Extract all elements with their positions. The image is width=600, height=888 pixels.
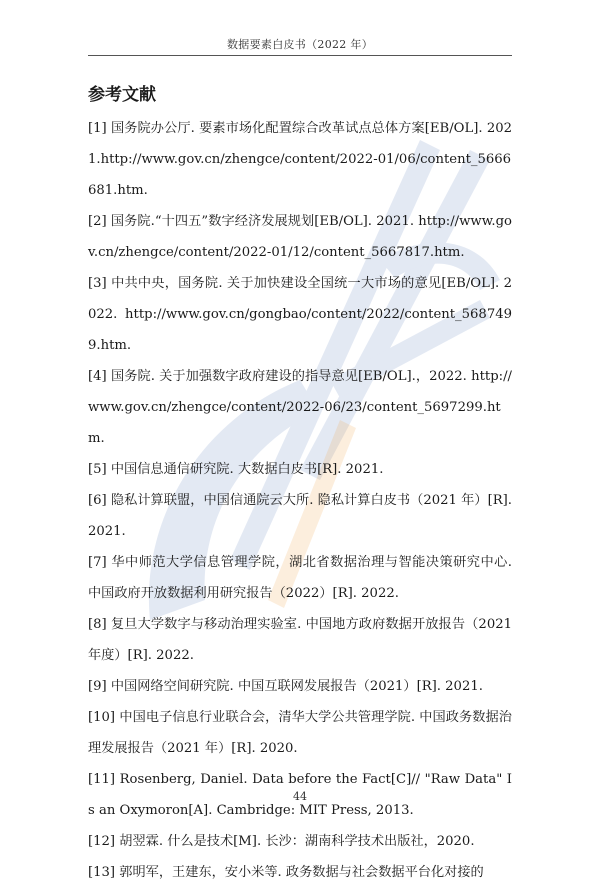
reference-item: [2] 国务院.“十四五”数字经济发展规划[EB/OL]. 2021. http://www.gov.cn/zhengce/content/2022-01/12/content_5667817.htm.: [88, 214, 512, 260]
reference-item: [11] Rosenberg, Daniel. Data before the Fact[C]// "Raw Data" Is an Oxymoron[A]. Cambridge: MIT Press, 2013.: [88, 772, 512, 818]
reference-item: [9] 中国网络空间研究院. 中国互联网发展报告（2021）[R]. 2021.: [88, 679, 483, 694]
reference-item: [6] 隐私计算联盟，中国信通院云大所. 隐私计算白皮书（2021 年）[R]. 2021.: [88, 493, 512, 539]
reference-item: [4] 国务院. 关于加强数字政府建设的指导意见[EB/OL].，2022. http://www.gov.cn/zhengce/content/2022-06/23/content_5697299.htm.: [88, 369, 512, 446]
reference-item: [10] 中国电子信息行业联合会，清华大学公共管理学院. 中国政务数据治理发展报告（2021 年）[R]. 2020.: [88, 710, 512, 756]
reference-item: [7] 华中师范大学信息管理学院，湖北省数据治理与智能决策研究中心. 中国政府开放数据利用研究报告（2022）[R]. 2022.: [88, 555, 512, 601]
running-header: 数据要素白皮书（2022 年）: [227, 38, 373, 51]
header-divider: [88, 55, 512, 56]
reference-item: [1] 国务院办公厅. 要素市场化配置综合改革试点总体方案[EB/OL]. 2021.http://www.gov.cn/zhengce/content/2022-01/06/content_5666681.htm.: [88, 121, 512, 198]
reference-item: [3] 中共中央，国务院. 关于加快建设全国统一大市场的意见[EB/OL]. 2022. http://www.gov.cn/gongbao/content/2022/content_5687499.htm.: [88, 276, 512, 353]
section-title: 参考文献: [88, 85, 156, 105]
reference-item: [5] 中国信息通信研究院. 大数据白皮书[R]. 2021.: [88, 462, 384, 477]
reference-item: [13] 郭明军，王建东，安小米等. 政务数据与社会数据平台化对接的: [88, 865, 484, 880]
reference-item: [12] 胡翌霖. 什么是技术[M]. 长沙：湖南科学技术出版社，2020.: [88, 834, 475, 849]
page-number: 44: [293, 790, 307, 803]
reference-item: [8] 复旦大学数字与移动治理实验室. 中国地方政府数据开放报告（2021 年度）[R]. 2022.: [88, 617, 512, 663]
reference-list: [88, 113, 512, 888]
